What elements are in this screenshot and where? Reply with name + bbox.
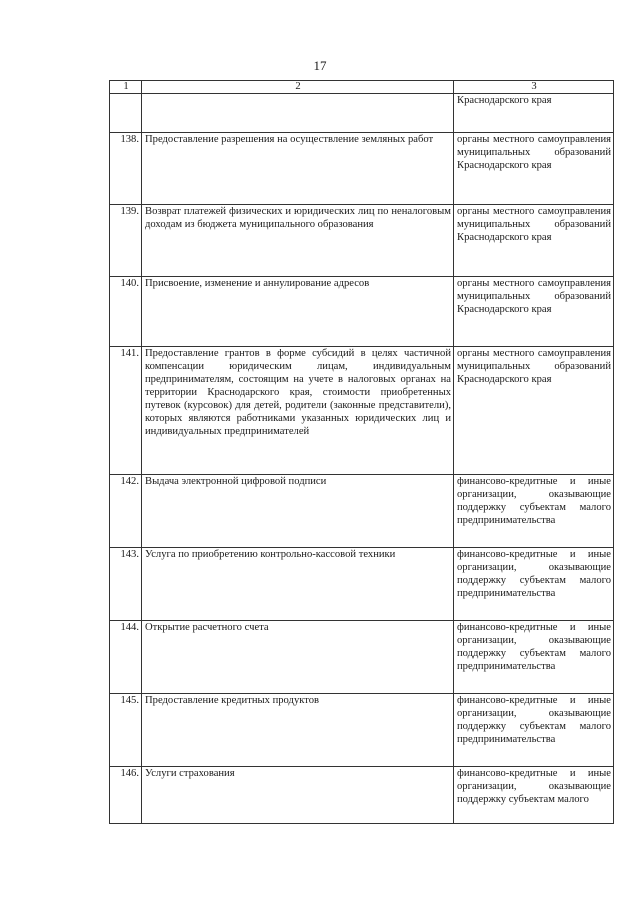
row-number: 141.	[110, 347, 142, 475]
service-name: Возврат платежей физических и юридических лиц по неналоговым доходам из бюджета муниципального образования	[142, 205, 454, 277]
row-number: 145.	[110, 694, 142, 767]
row-number: 139.	[110, 205, 142, 277]
table-row	[110, 767, 614, 824]
service-provider: финансово-кредитные и иные организации, оказывающие поддержку субъектам малого предпринимательства	[454, 548, 614, 621]
table-row	[110, 277, 614, 347]
column-header-2: 2	[142, 81, 454, 94]
table-row	[110, 475, 614, 548]
service-name: Присвоение, изменение и аннулирование адресов	[142, 277, 454, 347]
table-row	[110, 133, 614, 205]
service-name: Услуга по приобретению контрольно-кассовой техники	[142, 548, 454, 621]
table-row	[110, 205, 614, 277]
row-number: 138.	[110, 133, 142, 205]
service-provider: органы местного самоуправления муниципальных образований Краснодарского края	[454, 347, 614, 475]
table-row	[110, 694, 614, 767]
service-name	[142, 94, 454, 133]
service-name: Открытие расчетного счета	[142, 621, 454, 694]
service-name: Предоставление кредитных продуктов	[142, 694, 454, 767]
column-header-3: 3	[454, 81, 614, 94]
column-header-1: 1	[110, 81, 142, 94]
table-header-row	[110, 81, 614, 94]
row-number: 144.	[110, 621, 142, 694]
service-provider: органы местного самоуправления муниципальных образований Краснодарского края	[454, 205, 614, 277]
service-provider: органы местного самоуправления муниципальных образований Краснодарского края	[454, 277, 614, 347]
service-provider: органы местного самоуправления муниципальных образований Краснодарского края	[454, 133, 614, 205]
row-number: 140.	[110, 277, 142, 347]
service-name: Предоставление разрешения на осуществление земляных работ	[142, 133, 454, 205]
table-row	[110, 94, 614, 133]
row-number: 142.	[110, 475, 142, 548]
table-row	[110, 621, 614, 694]
service-provider: финансово-кредитные и иные организации, оказывающие поддержку субъектам малого предпринимательства	[454, 621, 614, 694]
row-number: 146.	[110, 767, 142, 824]
row-number	[110, 94, 142, 133]
service-name: Услуги страхования	[142, 767, 454, 824]
row-number: 143.	[110, 548, 142, 621]
service-provider: Краснодарского края	[454, 94, 614, 133]
service-provider: финансово-кредитные и иные организации, оказывающие поддержку субъектам малого предпринимательства	[454, 694, 614, 767]
table-row	[110, 548, 614, 621]
services-table	[109, 80, 614, 824]
service-provider: финансово-кредитные и иные организации, оказывающие поддержку субъектам малого	[454, 767, 614, 824]
page-number: 17	[313, 58, 327, 73]
service-name: Предоставление грантов в форме субсидий в целях частичной компенсации юридическим лицам, индивидуальным предпринимателям, состоящим на учете в налоговых органах на территории Краснодарского края, стоимости приобретенных путевок (курсовок) для детей, родители (законные представители), которых являются работниками указанных юридических лиц и индивидуальных предпринимателей	[142, 347, 454, 475]
service-provider: финансово-кредитные и иные организации, оказывающие поддержку субъектам малого предпринимательства	[454, 475, 614, 548]
table-row	[110, 347, 614, 475]
service-name: Выдача электронной цифровой подписи	[142, 475, 454, 548]
